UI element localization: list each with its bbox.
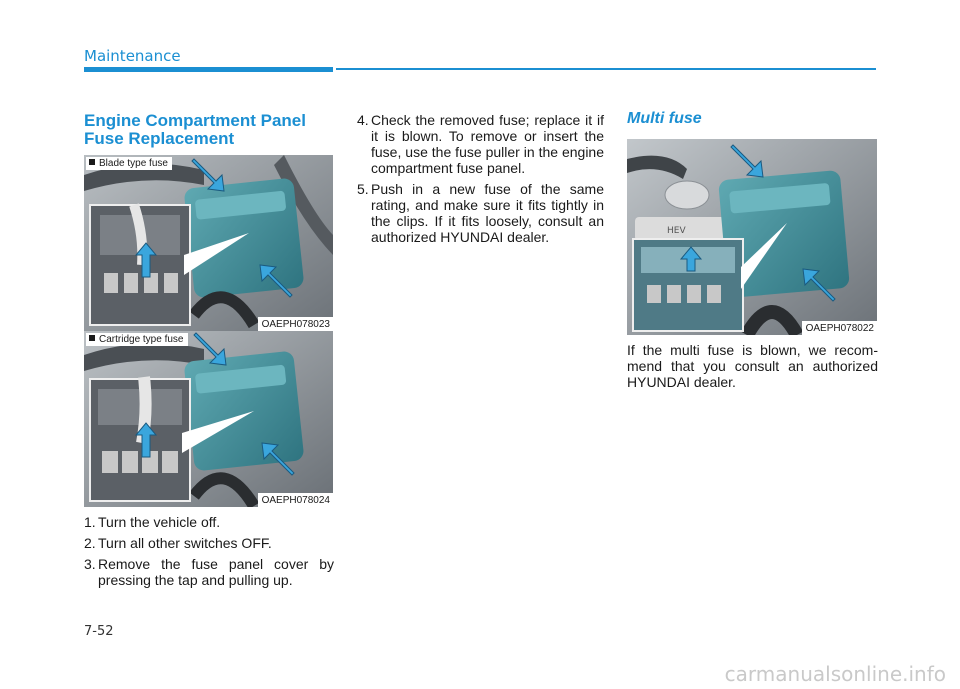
cover-text: HEV xyxy=(667,226,686,236)
figure-code: OAEPH078023 xyxy=(258,317,333,331)
steps-list-left xyxy=(84,514,334,593)
header-bar-thin xyxy=(336,68,876,70)
step-number: 1. xyxy=(84,514,96,530)
square-bullet-icon xyxy=(89,159,95,165)
steps-list-middle xyxy=(357,112,604,250)
figure-tag-label: Cartridge type fuse xyxy=(99,334,184,345)
page-number: 7-52 xyxy=(84,624,114,639)
list-item xyxy=(84,535,334,551)
step-text: Check the removed fuse; replace it if it is blown. To remove or insert the fuse, use the fuse puller in the engine compartment fuse panel. xyxy=(371,112,604,176)
engine-bay-illustration xyxy=(627,139,877,335)
list-item xyxy=(84,514,334,530)
square-bullet-icon xyxy=(89,335,95,341)
figure-tag-label: Blade type fuse xyxy=(99,158,168,169)
engine-bay-illustration xyxy=(84,155,333,331)
figure-tag xyxy=(86,157,172,170)
engine-bay-illustration xyxy=(84,331,333,507)
header-bar-thick xyxy=(84,67,333,72)
multi-fuse-heading: Multi fuse xyxy=(627,110,702,127)
step-number: 3. xyxy=(84,556,96,572)
list-item xyxy=(84,556,334,588)
figure-blade-fuse xyxy=(84,155,333,331)
heading-line-1: Engine Compartment Panel xyxy=(84,111,306,130)
list-item xyxy=(357,112,604,176)
figure-multi-fuse xyxy=(627,139,877,335)
step-number: 4. xyxy=(357,112,369,128)
list-item xyxy=(357,181,604,245)
step-text: Turn the vehicle off. xyxy=(98,514,221,530)
step-text: Push in a new fuse of the same rating, and make sure it fits tightly in the clips. If it fits loosely, consult an authorized HYUNDAI dealer. xyxy=(371,181,604,245)
figure-code: OAEPH078022 xyxy=(802,321,877,335)
figure-cartridge-fuse xyxy=(84,331,333,507)
figure-code: OAEPH078024 xyxy=(258,493,333,507)
multi-fuse-paragraph: If the multi fuse is blown, we recom-mend that you consult an authorized HYUNDAI dealer. xyxy=(627,342,878,390)
step-text: Remove the fuse panel cover by pressing the tap and pulling up. xyxy=(98,556,334,588)
step-number: 2. xyxy=(84,535,96,551)
figure-tag xyxy=(86,333,188,346)
heading-line-2: Fuse Replacement xyxy=(84,129,235,148)
step-text: Turn all other switches OFF. xyxy=(98,535,272,551)
section-title: Maintenance xyxy=(84,47,181,65)
step-number: 5. xyxy=(357,181,369,197)
watermark: carmanualsonline.info xyxy=(724,662,946,686)
page-heading xyxy=(84,112,334,148)
